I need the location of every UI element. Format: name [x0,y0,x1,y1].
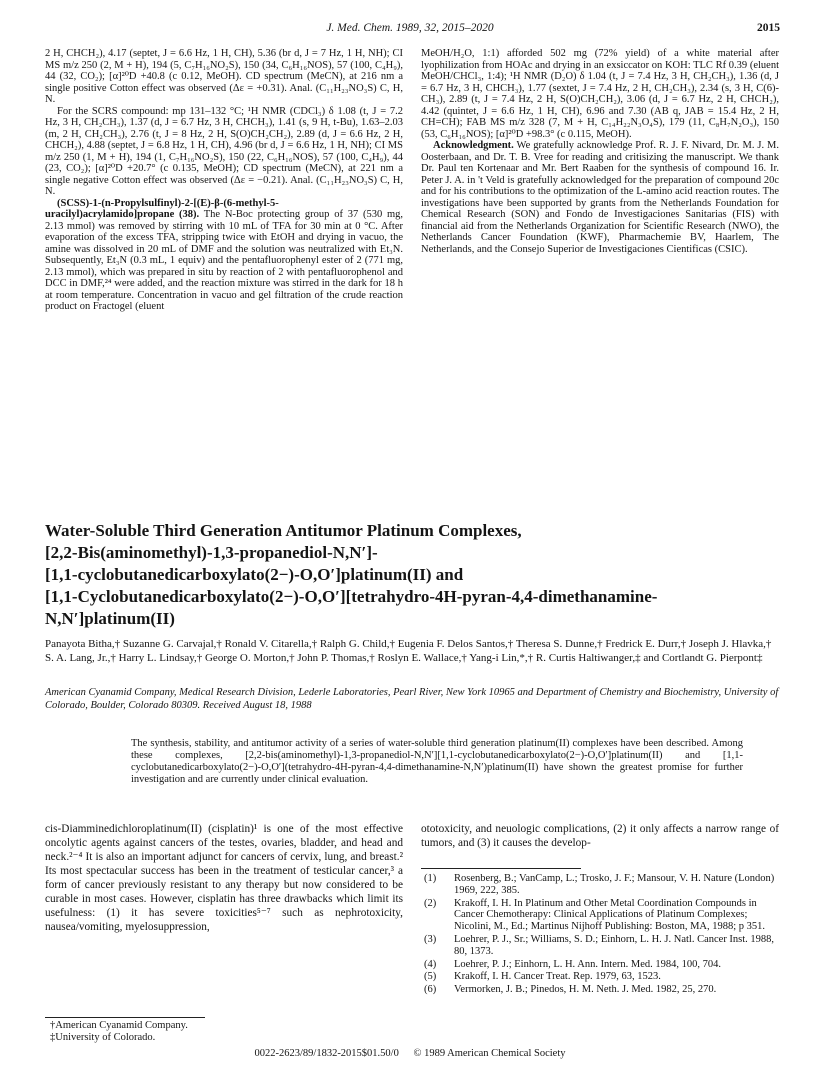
reference-item [421,984,779,996]
reference-list [421,873,779,997]
footnote: †American Cyanamid Company. [50,1020,188,1031]
running-head [40,22,780,38]
previous-article-right-column [421,48,779,255]
footnote-divider [45,1017,205,1018]
reference-number: (3) [424,933,437,945]
experimental-paragraph: 2 H, CHCH₂), 4.17 (septet, J = 6.6 Hz, 1 H, CH), 5.36 (br d, J = 7 Hz, 1 H, NH); CI MS m/z 250 (2, M + H), 194 (5, C₇H₁₆NO₂S), 150 (34, C₆H₁₆NOS), 57 (100, C₄H₉), 44 (32, CO₂); [α]²⁰D +40.8 (c 0.12, MeOH). CD spectrum (MeCN), at 216 nm a single positive Cotton effect was observed (Δε = +0.31). Anal. (C₁₁H₂₃NO₃S) C, H, N. [45,48,403,105]
page-footer [0,1048,820,1059]
article-title [45,520,780,630]
abstract: The synthesis, stability, and antitumor activity of a series of water-soluble third generation platinum(II) complexes have been described. Among these complexes, [2,2-bis(aminomethyl)-1,3-propanediol-N,N′][1,1-cyclobutanedicarboxylato(2−)-O,O′]platinum(II) and [1,1-cyclobutanedicarboxylato(2−)-O,O′](tetrahydro-4H-pyran-4,4-dimethanamine-N,N′)platinum(II) have shown the greatest promise for further investigation and are currently under clinical evaluation. [131,738,743,785]
title-line: [2,2-Bis(aminomethyl)-1,3-propanediol-N,N′]- [45,543,378,562]
acknowledgment-heading: Acknowledgment. [433,140,514,151]
reference-text: Loehrer, P. J., Sr.; Williams, S. D.; Einhorn, L. H. J. Natl. Cancer Inst. 1988, 80, 1373. [454,933,775,957]
title-line: [1,1-Cyclobutanedicarboxylato(2−)-O,O′][tetrahydro-4H-pyran-4,4-dimethanamine- [45,587,658,606]
experimental-paragraph: For the SCRS compound: mp 131–132 °C; ¹H NMR (CDCl₃) δ 1.08 (t, J = 7.2 Hz, 3 H, CH₂CH₃), 1.37 (d, J = 6.7 Hz, 3 H, CHCH₃), 1.41 (s, 9 H, t-Bu), 1.63–2.03 (m, 2 H, CH₂CH₃), 2.76 (t, J = 8 Hz, 2 H, S(O)CH₂CH₂), 2.89 (d, J = 6.6 Hz, 2 H, CHCH₂), 4.88 (septet, J = 6.8 Hz, 1 H, CH), 4.96 (br d, J = 6.6 Hz, 1 H, NH); CI MS m/z 250 (1, M + H), 194 (1, C₇H₁₆NO₂S), 150 (22, C₆H₁₆NOS), 57 (100, C₄H₉), 44 (23, CO₂); [α]²⁰D +20.7° (c 0.135, MeOH); CD spectrum (MeCN), at 221 nm a single negative Cotton effect was observed (Δε = −0.21). Anal. (C₁₁H₂₃NO₃S) C, H, N. [45,105,403,197]
footnotes [45,1020,403,1044]
reference-item [421,898,779,933]
compound-procedure: The N-Boc protecting group of 37 (530 mg, 2.13 mmol) was removed by stirring with 10 mL of TFA for 30 min at 0 °C. After evaporation of the excess TFA, stripping twice with EtOH and drying in vacuo, the amine was dissolved in 20 mL of DMF and the solution was neutralized with Et₃N. Subsequently, Et₃N (0.3 mL, 1 equiv) and the pentafluorophenyl ester of 2 (771 mg, 2.13 mmol), which was prepared in situ by reaction of 2 with pentafluorophenol and DCC in DMF,²⁴ were added, and the reaction mixture was stirred in the dark for 18 h at room temperature. Concentration in vacuo and gel filtration of the crude reaction product on Fractogel (eluent [45,209,404,312]
reference-text: Krakoff, I. H. In Platinum and Other Metal Coordination Compounds in Cancer Chemotherapy: Clinical Applications of Platinum Complexes; Nicolini, M., Ed.; Martinus Nijhoff Publishing: Boston, MA, 1988; p 351. [454,897,766,933]
reference-number: (1) [424,873,437,884]
reference-number: (5) [424,971,437,983]
experimental-paragraph [45,198,403,313]
reference-item [421,971,779,983]
reference-item [421,873,779,897]
article-code: 0022-2623/89/1832-2015$01.50/0 [254,1048,399,1059]
reference-number: (6) [424,984,437,996]
reference-text: Vermorken, J. B.; Pinedos, H. M. Neth. J. Med. 1982, 25, 270. [454,984,717,996]
body-right-column [421,822,779,850]
journal-citation: J. Med. Chem. 1989, 32, 2015–2020 [326,22,494,34]
reference-number: (2) [424,897,437,909]
title-line: N,N′]platinum(II) [45,609,175,628]
title-line: [1,1-cyclobutanedicarboxylato(2−)-O,O′]platinum(II) and [45,565,464,584]
author-list: Panayota Bitha,† Suzanne G. Carvajal,† Ronald V. Citarella,† Ralph G. Child,† Eugenia F. Delos Santos,† Theresa S. Dunne,† Fredrick E. Durr,† Joseph J. Hlavka,† S. A. Lang, Jr.,† Harry L. Lindsay,† George O. Morton,† John P. Thomas,† Roslyn E. Wallace,† Yang-i Lin,*,† R. Curtis Haltiwanger,‡ and Cortlandt G. Pierpont‡ [45,638,772,664]
reference-item [421,934,779,958]
acknowledgment-paragraph [421,140,779,255]
body-left-column [45,822,403,934]
title-line: Water-Soluble Third Generation Antitumor Platinum Complexes, [45,521,522,540]
introduction-continuation: ototoxicity, and neuologic complications, (2) it only affects a narrow range of tumors, and (3) it causes the develop- [421,823,779,849]
page-number: 2015 [757,22,780,34]
acknowledgment-text: We gratefully acknowledge Prof. R. J. F. Nivard, Dr. M. J. M. Oosterbaan, and Dr. T. B. Vree for reading and critisizing the manuscript. We thank Dr. Paul ten Kortenaar and Mr. Bert Raaben for the synthesis of compound 16. Ir. Peter J. A. in 't Veld is gratefully acknowledged for the preparation of compound 20c and for his contributions to the optimization of the L-amino acid reaction routes. The investigations have been supported by grants from the Netherlands Foundation for Chemical Research (SON) and Fondo de Investigaciones Sanitarias (FIS) with financial aid from the Netherlands Organization for Scientific Research (NWO), the Netherlands Cancer Foundation (KWF), Pharmachemie BV, Haarlem, The Netherlands, and the Consejo Superior de Investigaciones Cientificas (CSIC). [421,140,779,255]
affiliation: American Cyanamid Company, Medical Research Division, Lederle Laboratories, Pearl River, New York 10965 and Department of Chemistry and Biochemistry, University of Colorado, Boulder, Colorado 80309. Received August 18, 1988 [45,687,779,711]
reference-text: Loehrer, P. J.; Einhorn, L. H. Ann. Intern. Med. 1984, 100, 704. [454,958,722,970]
reference-number: (4) [424,958,437,970]
experimental-paragraph: MeOH/H₂O, 1:1) afforded 502 mg (72% yield) of a white material after lyophilization from HOAc and drying in an exsiccator on KOH: TLC Rf 0.39 (eluent MeOH/CHCl₃, 1:4); ¹H NMR (D₂O) δ 1.04 (t, J = 7.4 Hz, 3 H, CH₂CH₃), 1.36 (d, J = 6.7 Hz, 3 H, CHCH₃), 1.77 (sextet, J = 7.4 Hz, 2 H, CH₂CH₃), 2.34 (s, 3 H, C(6)-CH₃), 2.89 (t, J = 7.4 Hz, 2 H, S(O)CH₂CH₂), 3.06 (d, J = 6.7 Hz, 2 H, CHCH₂), 4.42 (quintet, J = 6.6 Hz, 1 H, CH), 6.96 and 7.30 (AB q, JAB = 15.4 Hz, 2 H, CH=CH); FAB MS m/z 328 (7, M + H, C₁₄H₂₂N₃O₄S), 179 (11, C₈H₇N₂O₃), 150 (53, C₆H₁₆NOS); [α]²⁰D +98.3° (c 0.115, MeOH). [421,48,779,140]
copyright-notice: © 1989 American Chemical Society [413,1048,566,1059]
references-divider [421,868,581,869]
compound-title: (SCSS)-1-(n-Propylsulfinyl)-2-[(E)-β-(6-methyl-5-uracilyl)acrylamido]propane (38). [45,197,279,220]
footnote: ‡University of Colorado. [50,1032,156,1043]
previous-article-left-column [45,48,403,313]
reference-text: Rosenberg, B.; VanCamp, L.; Trosko, J. F.; Mansour, V. H. Nature (London) 1969, 222, 385. [454,873,775,896]
introduction-paragraph: cis-Diamminedichloroplatinum(II) (cisplatin)¹ is one of the most effective oncolytic agents against cancers of the testes, ovaries, bladder, and head and neck.²⁻⁴ It is also an important adjunct for cancers of cervix, lung, and breast.² Its most spectacular success has been in the treatment of testicular cancer,³ a form of cancer previously resistant to any therapy but now considered to be curable in most cases. However, cisplatin has three drawbacks which limit its usefulness: (1) it has severe toxicities⁵⁻⁷ such as nephrotoxicity, nausea/vomiting, myelosuppression, [45,823,403,933]
reference-text: Krakoff, I. H. Cancer Treat. Rep. 1979, 63, 1523. [454,971,661,983]
reference-item [421,959,779,971]
